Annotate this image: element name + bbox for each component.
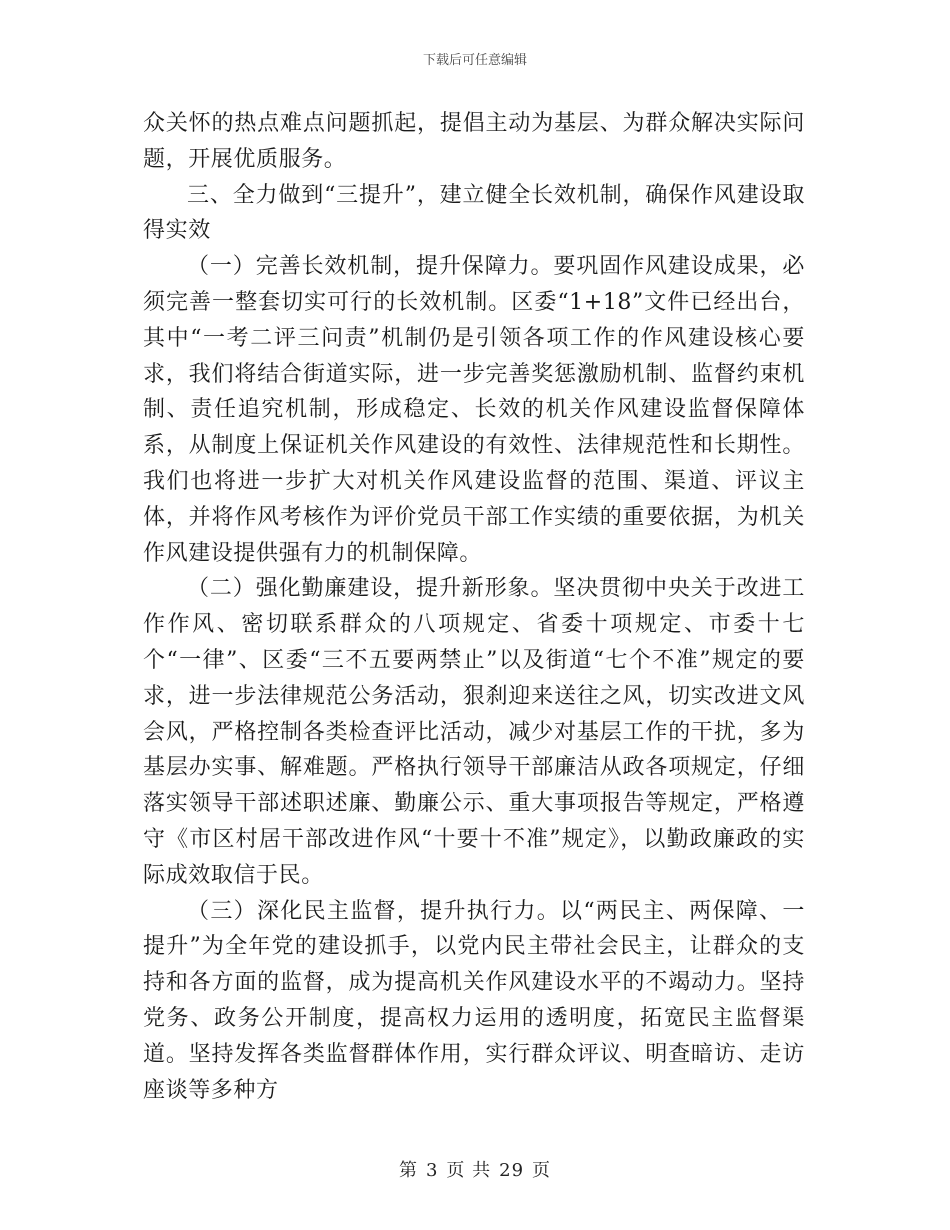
paragraph-item-3: （三）深化民主监督，提升执行力。以“两民主、两保障、一提升”为全年党的建设抓手，以党内民主带社会民主，让群众的支持和各方面的监督，成为提高机关作风建设水平的不竭动力。坚持党务、政务公开制度，提高权力运用的透明度，拓宽民主监督渠道。坚持发挥各类监督群体作用，实行群众评议、明查暗访、走访座谈等多种方	[143, 898, 805, 1103]
footer-total-pages: 29	[499, 1160, 525, 1181]
paragraph-item-1: （一）完善长效机制，提升保障力。要巩固作风建设成果，必须完善一整套切实可行的长效机制。区委“1+18”文件已经出台，其中“一考二评三问责”机制仍是引领各项工作的作风建设核心要求，我们将结合街道实际，进一步完善奖惩激励机制、监督约束机制、责任追究机制，形成稳定、长效的机关作风建设监督保障体系，从制度上保证机关作风建设的有效性、法律规范性和长期性。我们也将进一步扩大对机关作风建设监督的范围、渠道、评议主体，并将作风考核作为评价党员干部工作实绩的重要依据，为机关作风建设提供强有力的机制保障。	[143, 254, 805, 566]
section-heading: 三、全力做到“三提升”，建立健全长效机制，确保作风建设取得实效	[143, 182, 805, 244]
document-body	[143, 106, 805, 1108]
page-header: 下载后可任意编辑	[422, 53, 527, 68]
footer-page-number: 3	[425, 1160, 439, 1181]
paragraph-continuation: 众关怀的热点难点问题抓起，提倡主动为基层、为群众解决实际问题，开展优质服务。	[143, 111, 805, 172]
footer-prefix: 第	[398, 1160, 418, 1181]
footer-middle: 页 共	[446, 1160, 492, 1181]
page-footer	[0, 1156, 950, 1182]
paragraph-item-2: （二）强化勤廉建设，提升新形象。坚决贯彻中央关于改进工作作风、密切联系群众的八项规定、省委十项规定、市委十七个“一律”、区委“三不五要两禁止”以及街道“七个不准”规定的要求，进一步法律规范公务活动，狠刹迎来送往之风，切实改进文风会风，严格控制各类检查评比活动，减少对基层工作的干扰，多为基层办实事、解难题。严格执行领导干部廉洁从政各项规定，仔细落实领导干部述职述廉、勤廉公示、重大事项报告等规定，严格遵守《市区村居干部改进作风“十要十不准”规定》，以勤政廉政的实际成效取信于民。	[143, 576, 805, 888]
footer-suffix: 页	[532, 1160, 552, 1181]
